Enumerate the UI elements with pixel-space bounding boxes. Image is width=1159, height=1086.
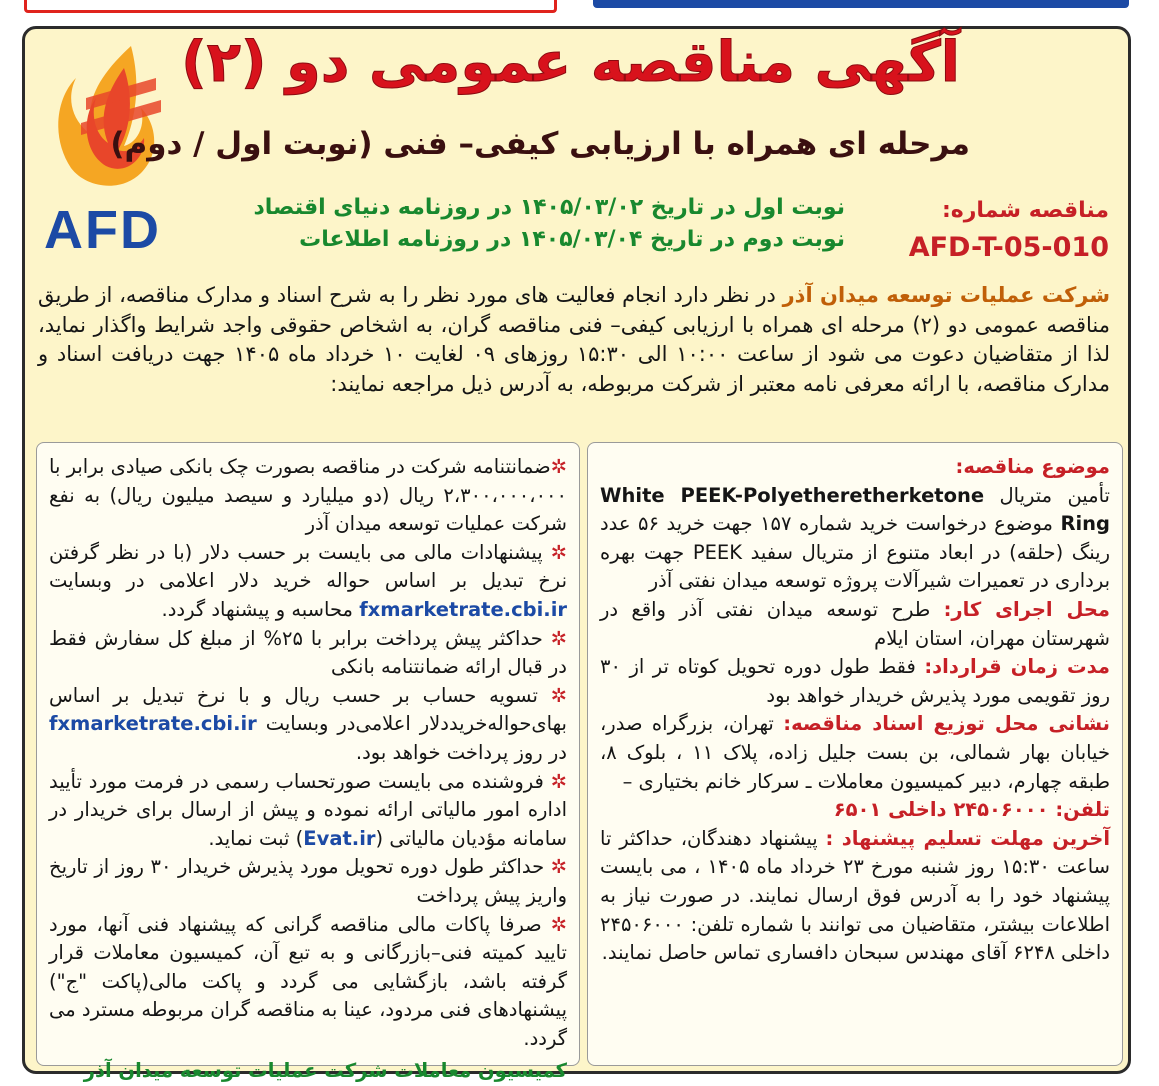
tender-conditions-box	[36, 442, 580, 1083]
condition-item: ✲ پیشنهادات مالی می بایست بر حسب دلار (با در نظر گرفتن نرخ تبدیل بر اساس حواله خرید دلار اعلامی در وبسایت fxmarketrate.cbi.ir محاسبه و پیشنهاد گردد.	[49, 540, 567, 621]
condition-item: ✲ حداکثر پیش پرداخت برابر با ۲۵% از مبلغ کل سفارش فقط در قبال ارائه ضمانتنامه بانکی	[49, 626, 567, 679]
intro-paragraph	[38, 281, 1110, 399]
tender-number-label: مناقصه شماره:	[941, 198, 1109, 223]
place-label: محل اجرای کار:	[943, 597, 1110, 621]
logo-text: AFD	[44, 200, 161, 258]
condition-item: ✲ حداکثر طول دوره تحویل مورد پذیرش خریدار ۳۰ روز از تاریخ واریز پیش پرداخت	[49, 855, 568, 907]
subject-label: موضوع مناقصه:	[955, 455, 1110, 478]
star-icon: ✲	[550, 855, 568, 879]
condition-item: ✲ فروشنده می بایست صورتحساب رسمی در فرمت مورد تأیید اداره امور مالیاتی ارائه نموده و پیش از ارسال برای خریدار در سامانه مؤدیان مالیاتی (Evat.ir) ثبت نماید.	[49, 769, 567, 850]
address-text: تهران، بزرگراه صدر، خیابان بهار شمالی، بن بست جلیل زاده، پلاک ۱۱ ، بلوک ۸، طبقه چهارم، دبیر کمیسیون معاملات ـ سرکار خانم بختیاری –	[600, 712, 1110, 793]
fxmarketrate-link[interactable]: fxmarketrate.cbi.ir	[359, 597, 567, 621]
fxmarketrate-link[interactable]: fxmarketrate.cbi.ir	[49, 712, 257, 736]
condition-item: ✲ضمانتنامه شرکت در مناقصه بصورت چک بانکی صیادی برابر با ۲،۳۰۰،۰۰۰،۰۰۰ ریال (دو میلیارد و سیصد میلیون ریال) به نفع شرکت عملیات توسعه میدان آذر	[49, 455, 567, 536]
place-text: طرح توسعه میدان نفتی آذر واقع در شهرستان مهران، استان ایلام	[600, 597, 1110, 650]
deadline-label: آخرین مهلت تسلیم پیشنهاد :	[825, 826, 1110, 850]
top-blue-band	[593, 0, 1129, 8]
publication-first: نوبت اول در تاریخ ۱۴۰۵/۰۳/۰۲ در روزنامه دنیای اقتصاد	[253, 195, 845, 220]
subject-pre: تأمین متریال	[984, 483, 1110, 507]
star-icon: ✲	[550, 455, 567, 478]
subject-text: موضوع درخواست خرید شماره ۱۵۷ جهت خرید ۵۶ عدد رینگ (حلقه) در ابعاد متنوع از متریال سفید PEEK جهت بهره برداری در تعمیرات شیرآلات پروژه توسعه میدان نفتی آذر	[600, 512, 1110, 593]
tender-details-box	[587, 442, 1123, 1066]
company-name: شرکت عملیات توسعه میدان آذر	[782, 283, 1111, 307]
condition-item: ✲ تسویه حساب بر حسب ریال و با نرخ تبدیل بر اساس بهای‌حواله‌خریددلار اعلامی‌در وبسایت fxmarketrate.cbi.ir در روز پرداخت خواهد بود.	[49, 683, 567, 764]
page-subtitle: مرحله ای همراه با ارزیابی کیفی– فنی (نوبت اول / دوم)	[110, 126, 970, 162]
star-icon: ✲	[550, 769, 567, 793]
duration-label: مدت زمان قرارداد:	[924, 655, 1110, 679]
star-icon: ✲	[550, 626, 567, 650]
address-label: نشانی محل توزیع اسناد مناقصه:	[783, 712, 1110, 736]
subject-material: White PEEK-Polyetheretherketone Ring	[600, 483, 1110, 536]
signature: کمیسیون معاملات شرکت عملیات توسعه میدان آذر	[83, 1059, 567, 1083]
star-icon: ✲	[550, 683, 567, 707]
evat-link[interactable]: Evat.ir	[303, 826, 376, 850]
tender-number: AFD-T-05-010	[908, 232, 1109, 263]
page-title: آگهی مناقصه عمومی دو (۲)	[181, 30, 960, 95]
deadline-text: پیشنهاد دهندگان، حداکثر تا ساعت ۱۵:۳۰ روز شنبه مورخ ۲۳ خرداد ماه ۱۴۰۵ ، می بایست پیشنهاد خود را به آدرس فوق ارسال نمایند. در صورت نیاز به اطلاعات بیشتر، متقاضیان می توانند با شماره تلفن: ۲۴۵۰۶۰۰۰ داخلی ۶۲۴۸ آقای مهندس سبحان دافساری تماس حاصل نمایند.	[600, 826, 1111, 965]
duration-text: فقط طول دوره تحویل کوتاه تر از ۳۰ روز تقویمی مورد پذیرش خریدار خواهد بود	[600, 655, 1110, 707]
publication-second: نوبت دوم در تاریخ ۱۴۰۵/۰۳/۰۴ در روزنامه اطلاعات	[299, 227, 845, 252]
condition-item: ✲ صرفا پاکات مالی مناقصه گرانی که پیشنهاد فنی آنها، مورد تایید کمیته فنی–بازرگانی و به تبع آن، کمیسیون معاملات قرار گرفته باشد، بازگشایی می گردد و پاکت مالی(پاکت "ج") پیشنهادهای فنی مردود، عینا به مناقصه گران مربوطه مسترد می گردد.	[49, 912, 567, 1050]
star-icon: ✲	[550, 540, 567, 564]
publication-dates	[230, 192, 845, 256]
top-red-band	[24, 0, 557, 13]
phone-number: تلفن: ۲۴۵۰۶۰۰۰ داخلی ۶۵۰۱	[833, 798, 1110, 822]
star-icon: ✲	[550, 912, 567, 936]
intro-text: در نظر دارد انجام فعالیت های مورد نظر را به شرح اسناد و مدارک مناقصه، از طریق مناقصه عمومی دو (۲) مرحله ای همراه با ارزیابی کیفی– فنی مناقصه گران، به اشخاص حقوقی واجد شرایط واگذار نماید، لذا از متقاضیان دعوت می شود از ساعت ۱۰:۰۰ الی ۱۵:۳۰ روزهای ۰۹ لغایت ۱۰ خرداد ماه ۱۴۰۵ جهت دریافت اسناد و مدارک مناقصه، با ارائه معرفی نامه معتبر از شرکت مربوطه، به آدرس ذیل مراجعه نمایند:	[38, 283, 1111, 396]
